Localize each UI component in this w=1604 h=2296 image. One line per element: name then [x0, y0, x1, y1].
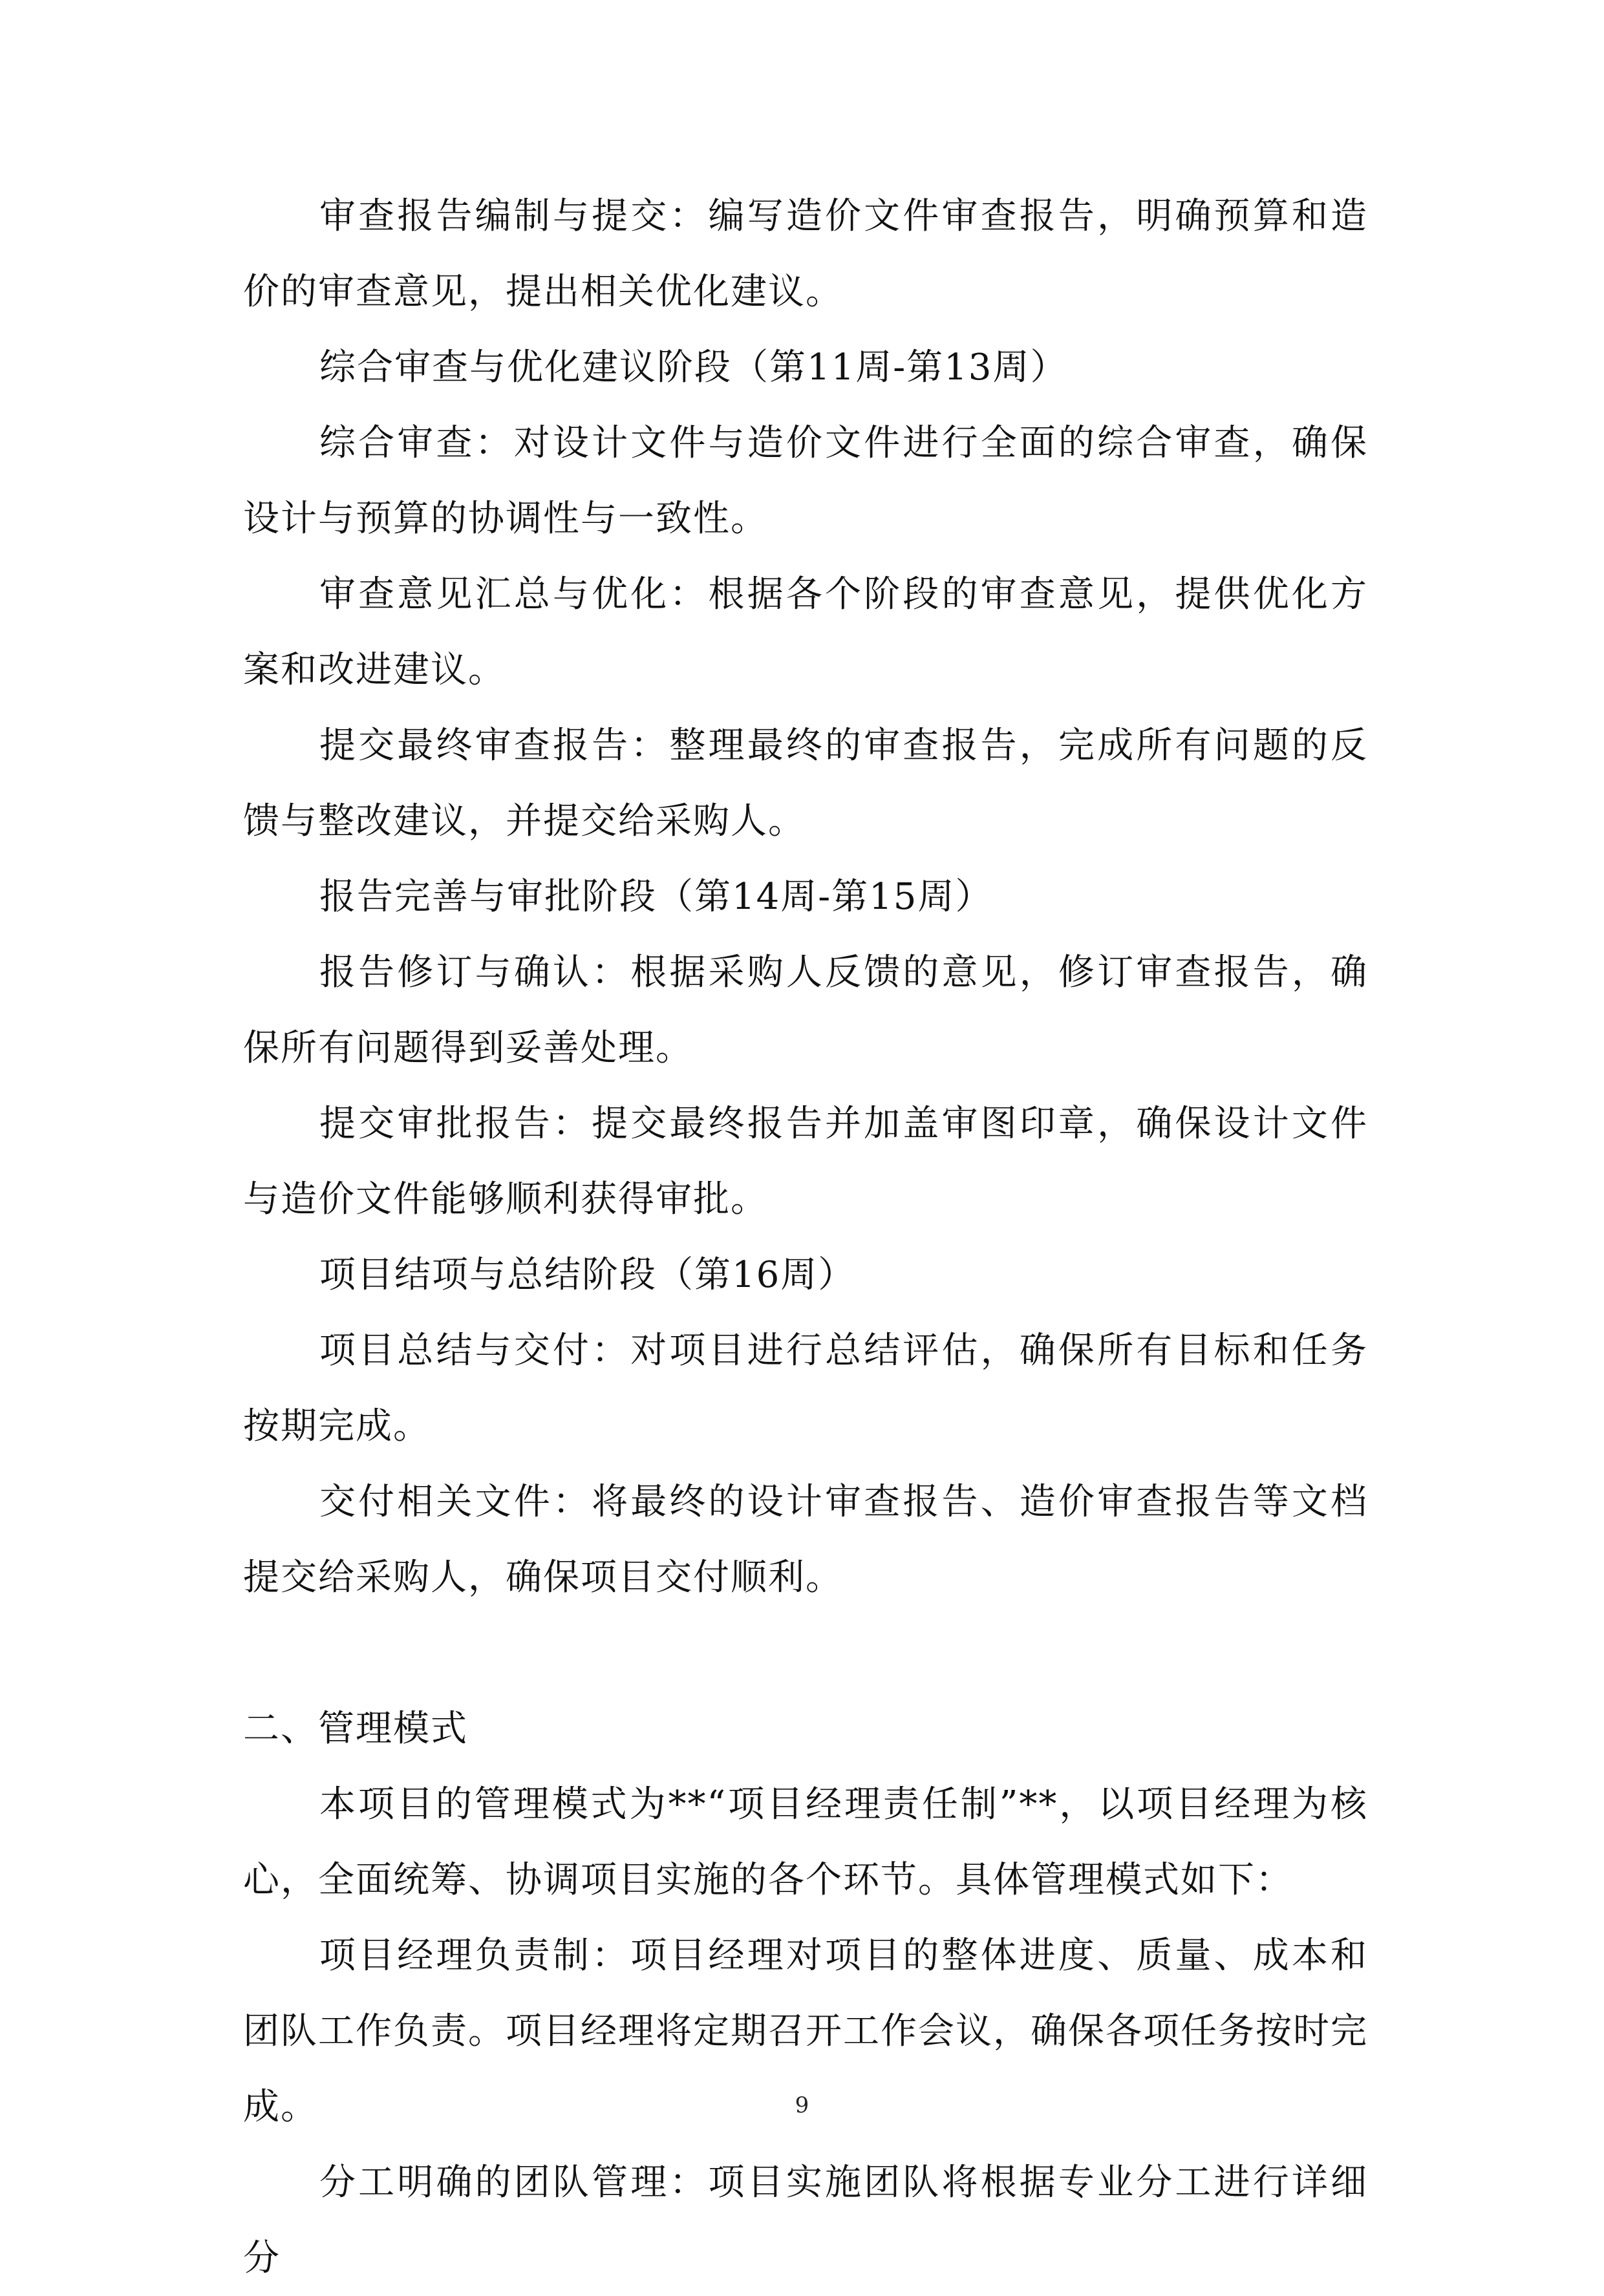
paragraph-stage-comprehensive-review: 综合审查与优化建议阶段（第11周-第13周）	[319, 346, 1068, 388]
paragraph-document-delivery: 交付相关文件：将最终的设计审查报告、造价审查报告等文档提交给采购人，确保项目交付顺利。	[243, 1481, 1368, 1599]
paragraph-project-summary: 项目总结与交付：对项目进行总结评估，确保所有目标和任务按期完成。	[243, 1330, 1368, 1447]
paragraph-project-manager-responsibility: 项目经理负责制：项目经理对项目的整体进度、质量、成本和团队工作负责。项目经理将定期召开工作会议，确保各项任务按时完成。	[243, 1935, 1368, 2128]
document-body	[243, 178, 1368, 2296]
section-heading-management-mode: 二、管理模式	[243, 1708, 468, 1750]
paragraph-management-intro: 本项目的管理模式为**“项目经理责任制”**，以项目经理为核心，全面统筹、协调项目实施的各个环节。具体管理模式如下：	[243, 1783, 1368, 1901]
paragraph-approval-report-submission: 提交审批报告：提交最终报告并加盖审图印章，确保设计文件与造价文件能够顺利获得审批。	[243, 1103, 1368, 1220]
paragraph-report-preparation: 审查报告编制与提交：编写造价文件审查报告，明确预算和造价的审查意见，提出相关优化建议。	[243, 195, 1368, 313]
paragraph-comprehensive-review: 综合审查：对设计文件与造价文件进行全面的综合审查，确保设计与预算的协调性与一致性。	[243, 422, 1368, 540]
paragraph-final-report-submission: 提交最终审查报告：整理最终的审查报告，完成所有问题的反馈与整改建议，并提交给采购人。	[243, 725, 1368, 842]
paragraph-report-revision: 报告修订与确认：根据采购人反馈的意见，修订审查报告，确保所有问题得到妥善处理。	[243, 951, 1368, 1069]
paragraph-team-division: 分工明确的团队管理：项目实施团队将根据专业分工进行详细分	[243, 2162, 1368, 2279]
paragraph-stage-project-closing: 项目结项与总结阶段（第16周）	[319, 1254, 856, 1296]
paragraph-stage-report-approval: 报告完善与审批阶段（第14周-第15周）	[319, 876, 993, 918]
paragraph-opinion-summary: 审查意见汇总与优化：根据各个阶段的审查意见，提供优化方案和改进建议。	[243, 573, 1368, 691]
page-number: 9	[795, 2092, 809, 2118]
